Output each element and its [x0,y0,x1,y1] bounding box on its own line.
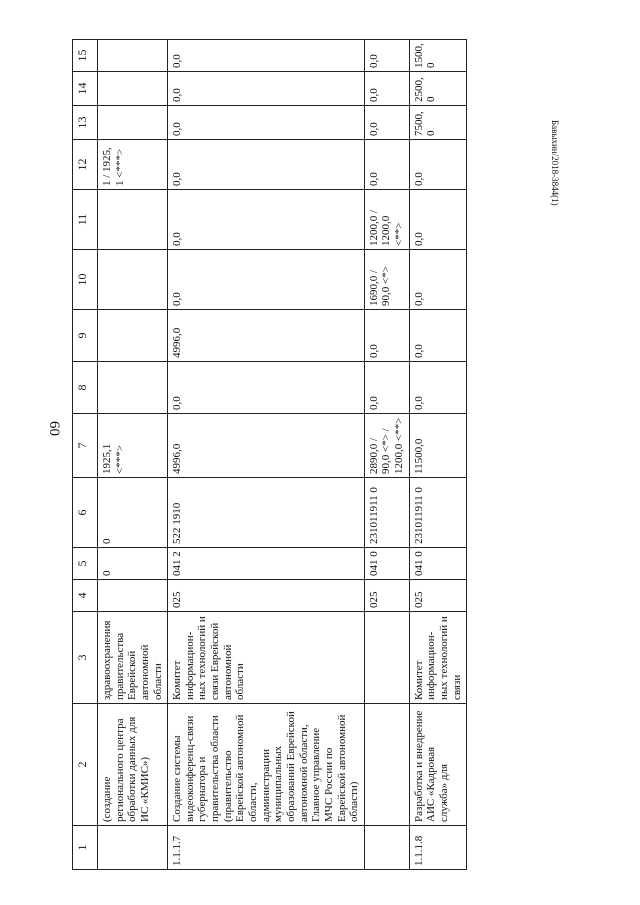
column-header: 3 [73,612,98,704]
table-body [98,40,467,870]
table-cell: 0,0 [168,362,365,414]
table-cell: (создание регионального центра обработки данных для ИС «КМИС») [98,704,168,826]
table-cell: Создание системы видеоконференц-связи губернатора и правительства области (правительство Еврейской автономной области, администрации муниципальных образований Еврейской автономной области, Главное управление МЧС России по Еврейской автономной области) [168,704,365,826]
table-cell: 1.1.1.8 [409,826,467,870]
table-cell: 7500, 0 [409,106,467,140]
table-cell: 025 [409,580,467,612]
table-cell: 0,0 [409,250,467,310]
document-code: Бавыхин/2018-3844(1) [550,120,560,206]
table-cell: 0 [98,548,168,580]
table-cell: 1200,0 / 1200,0 <**> [364,190,409,250]
table-cell [98,580,168,612]
rotated-sheet [72,40,602,870]
table-cell: 041 0 [364,548,409,580]
table-cell [98,40,168,72]
table-cell [98,250,168,310]
table-cell: 0,0 [364,140,409,190]
table-cell: 1500, 0 [409,40,467,72]
column-header: 14 [73,72,98,106]
table-cell: 2500, 0 [409,72,467,106]
table-cell: 0,0 [409,310,467,362]
table-cell: 11500,0 [409,414,467,478]
table-cell: 1925,1 <***> [98,414,168,478]
table-cell: 025 [168,580,365,612]
table-cell [98,106,168,140]
table-cell: 041 2 [168,548,365,580]
table-cell: 025 [364,580,409,612]
table-cell: здравоохранения правительства Еврейской автономной области [98,612,168,704]
column-header: 6 [73,478,98,548]
column-header: 12 [73,140,98,190]
table-cell: 0,0 [364,362,409,414]
table-cell [364,612,409,704]
table-cell: 0,0 [168,140,365,190]
table-cell: 4996,0 [168,414,365,478]
table-row [364,40,409,870]
table-header-row [73,40,98,870]
column-header: 8 [73,362,98,414]
column-header: 11 [73,190,98,250]
column-header: 13 [73,106,98,140]
column-header: 15 [73,40,98,72]
table-cell: 1 / 1925, 1 <***> [98,140,168,190]
table-row [98,40,168,870]
table-cell: 522 1910 [168,478,365,548]
table-cell: Комитет информацион-ных технологий и связи [409,612,467,704]
table-cell: 0 [98,478,168,548]
table-cell [98,72,168,106]
table-cell: 0,0 [168,72,365,106]
page-number: 60 [46,421,62,436]
column-header: 5 [73,548,98,580]
table-cell: 0,0 [168,106,365,140]
column-header: 9 [73,310,98,362]
table-cell: Разработка и внедрение АИС «Кадровая служба» для [409,704,467,826]
table-cell [98,190,168,250]
column-header: 2 [73,704,98,826]
table-row [409,40,467,870]
table-cell: 4996,0 [168,310,365,362]
table-cell [98,362,168,414]
table-cell: 0,0 [364,106,409,140]
table-cell: 1690,0 / 90,0 <*> [364,250,409,310]
table-cell [98,310,168,362]
table-cell: 0,0 [409,362,467,414]
table-cell: 1.1.1.7 [168,826,365,870]
table-cell: 0,0 [409,140,467,190]
budget-table [72,39,467,870]
table-cell: 2890,0 / 90,0 <*> / 1200,0 <**> [364,414,409,478]
table-cell: Комитет информацион-ных технологий и связи Еврейской автономной области [168,612,365,704]
table-cell: 231011911 0 [409,478,467,548]
table-cell: 041 0 [409,548,467,580]
column-header: 4 [73,580,98,612]
table-cell [98,826,168,870]
table-cell [364,704,409,826]
table-cell: 0,0 [364,310,409,362]
table-cell: 0,0 [168,40,365,72]
table-cell: 0,0 [168,250,365,310]
table-row [168,40,365,870]
table-cell: 231011911 0 [364,478,409,548]
column-header: 10 [73,250,98,310]
column-header: 1 [73,826,98,870]
table-cell: 0,0 [364,40,409,72]
table-cell [364,826,409,870]
table-cell: 0,0 [168,190,365,250]
table-cell: 0,0 [409,190,467,250]
table-cell: 0,0 [364,72,409,106]
column-header: 7 [73,414,98,478]
